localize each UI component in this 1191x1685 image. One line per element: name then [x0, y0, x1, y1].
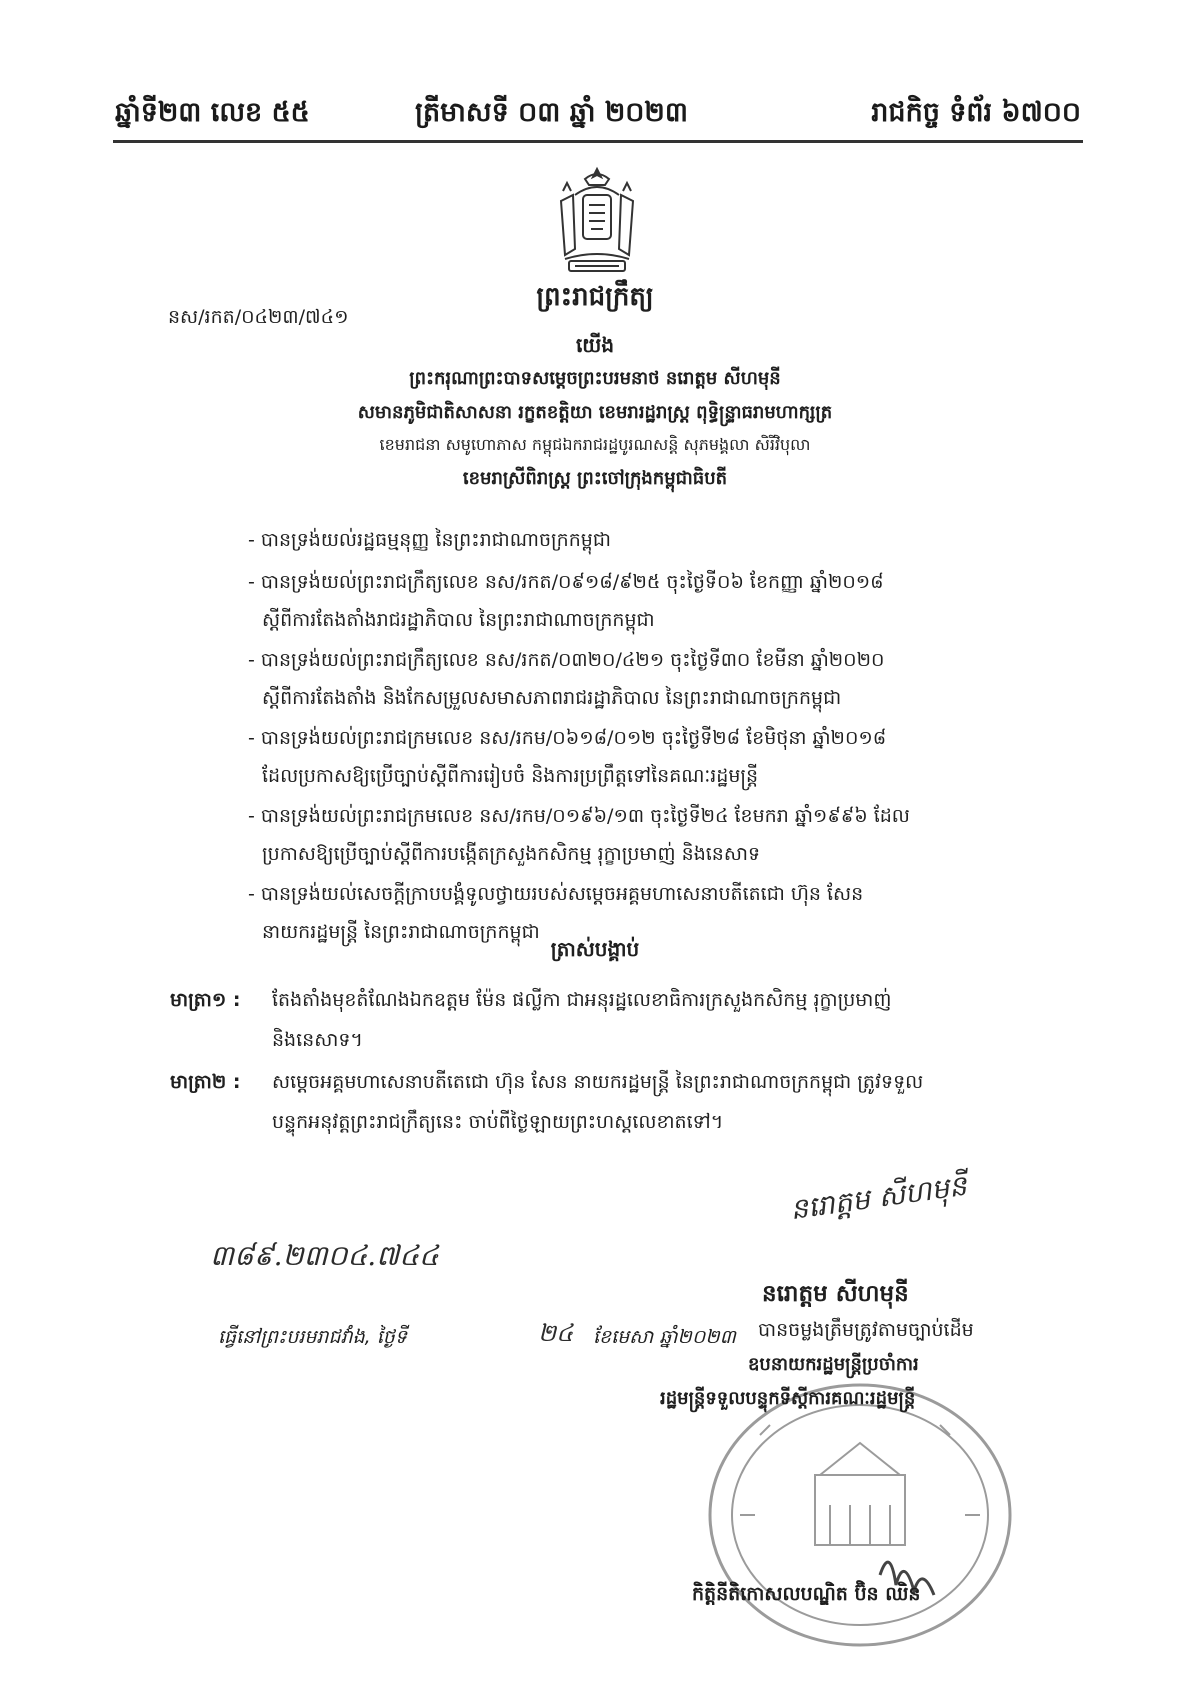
place-date-suffix: ខែមេសា ឆ្នាំ២០២៣	[593, 1326, 736, 1348]
header-quarter: ត្រីមាសទី ០៣ ឆ្នាំ ២០២៣	[415, 97, 688, 128]
visa-line: - បានទ្រង់យល់ព្រះរាជក្រមលេខ នស/រកម/០១៩៦/១៣ ចុះថ្ងៃទី២៤ ខែមករា ឆ្នាំ១៩៩៦ ដែល	[248, 805, 910, 827]
article-2-line: បន្ទុកអនុវត្តព្រះរាជក្រឹត្យនេះ ចាប់ពីថ្ងៃឡាយព្រះហស្តលេខាតទៅ។	[272, 1111, 724, 1133]
decree-reference-number: នស/រកត/០៤២៣/៧៤១	[168, 306, 349, 328]
visa-line: - បានទ្រង់យល់រដ្ឋធម្មនុញ្ញ នៃព្រះរាជាណាចក្រកម្ពុជា	[248, 529, 611, 551]
article-1-line: តែងតាំងមុខតំណែងឯកឧត្តម ម៉ែន ផល្លីកា ជាអនុរដ្ឋលេខាធិការក្រសួងកសិកម្ម រុក្ខាប្រមាញ់	[272, 989, 892, 1011]
article-2-line: សម្តេចអគ្គមហាសេនាបតីតេជោ ហ៊ុន សែន នាយករដ្ឋមន្ត្រី នៃព្រះរាជាណាចក្រកម្ពុជា ត្រូវទទួល	[272, 1071, 924, 1093]
decree-title: ព្រះរាជក្រឹត្យ	[536, 282, 654, 312]
visa-line: ស្តីពីការតែងតាំងរាជរដ្ឋាភិបាល នៃព្រះរាជាណាចក្រកម្ពុជា	[262, 609, 655, 631]
visa-line: នាយករដ្ឋមន្ត្រី នៃព្រះរាជាណាចក្រកម្ពុជា	[262, 921, 540, 943]
countersigner-name: កិត្តិនីតិកោសលបណ្ឌិត ប៊ិន ឈិន	[692, 1583, 921, 1605]
hereby-decrees-heading: ត្រាស់បង្គាប់	[550, 937, 640, 961]
visa-line: ប្រកាសឱ្យប្រើច្បាប់ស្តីពីការបង្កើតក្រសួងកសិកម្ម រុក្ខាប្រមាញ់ និងនេសាទ	[262, 843, 761, 865]
header-issue: ឆ្នាំទី២៣ លេខ ៥៥	[115, 97, 310, 128]
place-date-day: ២៤	[538, 1319, 574, 1347]
header-rule	[113, 140, 1083, 143]
handwritten-registration-number: ៣៨៩.២៣០៤.៧៤៤	[210, 1239, 439, 1272]
article-1-line: និងនេសាទ។	[272, 1029, 363, 1051]
visa-line: - បានទ្រង់យល់សេចក្តីក្រាបបង្គំទូលថ្វាយរបស់សម្តេចអគ្គមហាសេនាបតីតេជោ ហ៊ុន សែន	[248, 883, 864, 905]
gazette-header	[115, 92, 1081, 136]
place-date-prefix: ធ្វើនៅព្រះបរមរាជវាំង, ថ្ងៃទី	[218, 1326, 407, 1348]
deputy-prime-minister-title: ឧបនាយករដ្ឋមន្ត្រីប្រចាំការ	[748, 1354, 919, 1375]
visa-line: - បានទ្រង់យល់ព្រះរាជក្រមលេខ នស/រកម/០៦១៨/០១២ ចុះថ្ងៃទី២៨ ខែមិថុនា ឆ្នាំ២០១៨	[248, 727, 887, 749]
king-name: នរោត្តម សីហមុនី	[762, 1281, 909, 1307]
decree-we: យើង	[575, 333, 615, 357]
header-page: រាជកិច្ច ទំព័រ ៦៧០០	[871, 97, 1081, 128]
visa-line: ដែលប្រកាសឱ្យប្រើច្បាប់ស្តីពីការរៀបចំ និងការប្រព្រឹត្តទៅនៃគណៈរដ្ឋមន្ត្រី	[262, 765, 759, 787]
certified-copy-line: បានចម្លងត្រឹមត្រូវតាមច្បាប់ដើម	[758, 1319, 974, 1341]
article-2-label: មាត្រា២ :	[170, 1071, 241, 1093]
visa-line: ស្តីពីការតែងតាំង និងកែសម្រួលសមាសភាពរាជរដ្ឋាភិបាល នៃព្រះរាជាណាចក្រកម្ពុជា	[262, 687, 842, 709]
royal-handwritten-signature: នរោត្តម សីហមុនី	[788, 1168, 969, 1227]
king-title-line-2: សមានភូមិជាតិសាសនា រក្ខតខត្តិយា ខេមរារដ្ឋរាស្ត្រ ពុទ្ធិន្ទ្រាធរាមហាក្សត្រ	[357, 402, 833, 423]
king-title-line-4: ខេមរាស្រីពិរាស្ត្រ ព្រះចៅក្រុងកម្ពុជាធិបតី	[462, 468, 728, 489]
king-title-line-3: ខេមរាជនា សមូហោភាស កម្ពុជឯករាជរដ្ឋបូរណសន្តិ សុភមង្គលា សិរីវិបុលា	[379, 435, 811, 454]
visa-line: - បានទ្រង់យល់ព្រះរាជក្រឹត្យលេខ នស/រកត/០៩១៨/៩២៥ ចុះថ្ងៃទី០៦ ខែកញ្ញា ឆ្នាំ២០១៨	[248, 571, 884, 593]
visa-line: - បានទ្រង់យល់ព្រះរាជក្រឹត្យលេខ នស/រកត/០៣២០/៤២១ ចុះថ្ងៃទី៣០ ខែមីនា ឆ្នាំ២០២០	[248, 649, 885, 671]
royal-arms-emblem-icon	[545, 165, 649, 277]
council-of-ministers-title: រដ្ឋមន្ត្រីទទួលបន្ទុកទីស្តីការគណៈរដ្ឋមន្ត្រី	[660, 1388, 916, 1409]
article-1-label: មាត្រា១ :	[170, 989, 241, 1011]
king-title-line-1: ព្រះករុណាព្រះបាទសម្តេចព្រះបរមនាថ នរោត្តម សីហមុនី	[409, 368, 781, 389]
